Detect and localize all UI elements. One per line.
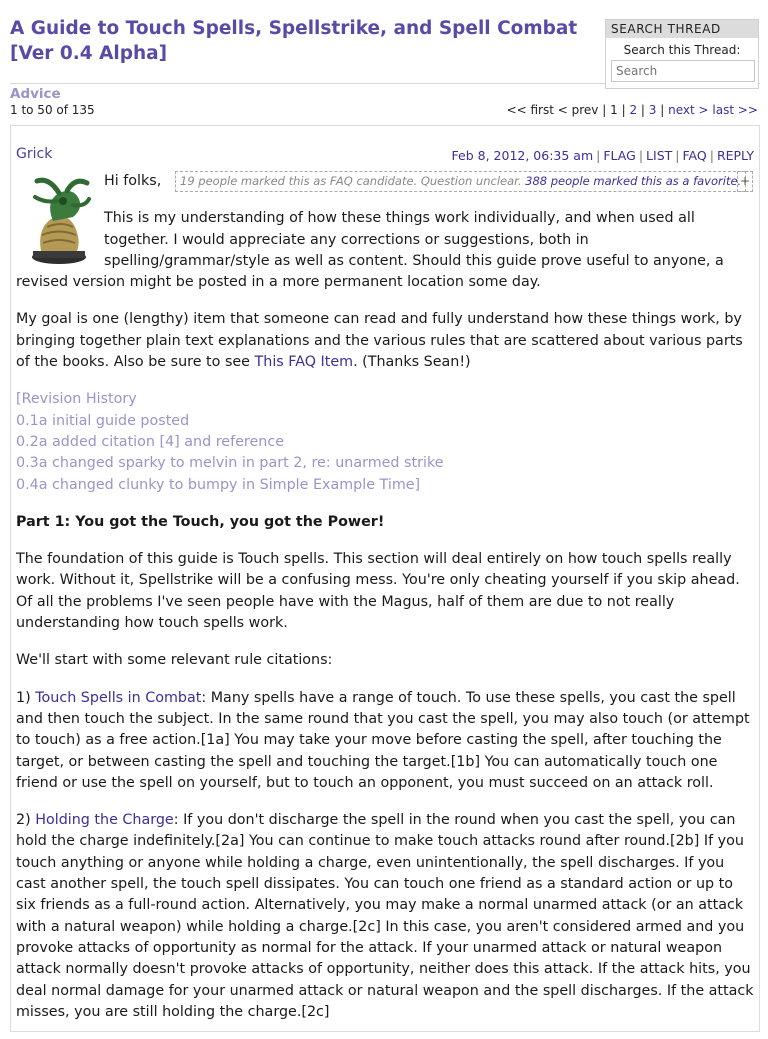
- faq-item-link[interactable]: This FAQ Item: [254, 354, 354, 371]
- meta-separator: |: [638, 148, 644, 163]
- revision-history: [16, 389, 754, 495]
- pager-last[interactable]: last >>: [712, 103, 758, 117]
- meta-separator: |: [596, 148, 601, 163]
- goal-text: My goal is one (lengthy) item that someone can read and fully understand how these things work, by bringing together plain text explanations and the various rules that are scattered about various parts of the books. Also be sure to see: [16, 311, 743, 371]
- favorite-count-link[interactable]: 388 people marked this as a favorite.: [525, 174, 742, 188]
- post-author[interactable]: Grick: [16, 146, 53, 162]
- post-goal: [16, 309, 754, 373]
- pager-prev: < prev: [557, 103, 599, 117]
- meta-separator: |: [709, 148, 714, 163]
- flag-link[interactable]: FLAG: [603, 148, 636, 163]
- result-range: 1 to 50 of 135: [10, 103, 95, 117]
- post-date-link[interactable]: Feb 8, 2012, 06:35 am: [451, 148, 594, 163]
- citation-1: [16, 688, 754, 794]
- revision-line: 0.1a initial guide posted: [16, 412, 190, 429]
- citation-text: : If you don't discharge the spell in the round when you cast the spell, you can hold the charge indefinitely.[2a] You can continue to make touch attacks round after round.[2b] If you touch anything or anyone while holding a charge, even unintentionally, the spell discharges. If you cast another spell, the touch spell dissipates. You can touch one friend as a standard action or up to six friends as a full-round action. Alternatively, you may make a normal unarmed attack (or an attack with a natural weapon) while holding a charge.[2c] In this case, you aren't considered armed and you provoke attacks of opportunity as normal for the attack. If your unarmed attack or natural weapon attack normally doesn't provoke attacks of opportunity, neither does this attack. If the attack hits, you deal normal damage for your unarmed attack or natural weapon and the spell discharges. If the attack misses, you are still holding the charge.[2c]: [16, 812, 754, 1020]
- pager-separator: |: [660, 103, 665, 117]
- faq-link[interactable]: FAQ: [682, 148, 707, 163]
- goal-thanks: . (Thanks Sean!): [353, 354, 471, 371]
- pagination: [507, 103, 758, 117]
- list-link[interactable]: LIST: [646, 148, 673, 163]
- citation-text: : Many spells have a range of touch. To use these spells, you cast the spell and then touch the subject. In the same round that you cast the spell, you may also touch (or attempt to touch) as a free action.[1a] You may take your move before casting the spell, after touching the target, or between casting the spell and touching the target.[1b] You can automatically touch one friend or use the spell on yourself, but to touch an opponent, you must succeed on an attack roll.: [16, 689, 750, 791]
- thread-title: A Guide to Touch Spells, Spellstrike, and Spell Combat [Ver 0.4 Alpha]: [10, 18, 578, 64]
- citations-intro: We'll start with some relevant rule citations:: [16, 652, 333, 669]
- reply-link[interactable]: REPLY: [716, 148, 754, 163]
- revision-line: [Revision History: [16, 391, 137, 408]
- pager-separator: |: [602, 103, 607, 117]
- citation-number: 1): [16, 689, 36, 706]
- meta-separator: |: [675, 148, 680, 163]
- search-thread-header: SEARCH THREAD: [606, 20, 758, 38]
- post-intro: This is my understanding of how these things work individually, and when used all together. I would appreciate any corrections or suggestions, both in spelling/grammar/style as well as content. Should this guide prove useful to anyone, a revised version might be posted in a more permanent location some day.: [16, 210, 724, 291]
- pager-next[interactable]: next >: [668, 103, 709, 117]
- part1-heading: Part 1: You got the Touch, you got the Power!: [16, 513, 385, 530]
- foundation-paragraph: The foundation of this guide is Touch spells. This section will deal entirely on how touch spells really work. Without it, Spellstrike will be a confusing mess. You're only cheating yourself if you skip ahead. Of all the problems I've seen people have with the Magus, half of them are due to not really understanding how touch spells work.: [16, 551, 740, 632]
- citation-2: [16, 810, 754, 1023]
- touch-spells-in-combat-link[interactable]: Touch Spells in Combat: [35, 689, 202, 706]
- breadcrumb-advice[interactable]: Advice: [10, 86, 61, 102]
- revision-line: 0.2a added citation [4] and reference: [16, 433, 285, 450]
- search-thread-panel: [605, 19, 759, 89]
- pager-separator: |: [621, 103, 626, 117]
- search-thread-label: Search this Thread:: [623, 43, 741, 57]
- forum-post: [10, 125, 760, 1032]
- pager-page-3[interactable]: 3: [648, 103, 657, 117]
- revision-line: 0.4a changed clunky to bumpy in Simple Example Time]: [16, 476, 421, 493]
- faq-expand-button[interactable]: +: [737, 171, 753, 192]
- post-body: [16, 171, 754, 1039]
- holding-the-charge-link[interactable]: Holding the Charge: [35, 812, 174, 829]
- faq-notice-text: 19 people marked this as FAQ candidate. Question unclear.: [180, 174, 522, 188]
- citation-number: 2): [16, 812, 36, 829]
- pager-separator: |: [640, 103, 645, 117]
- pager-current: 1: [610, 103, 618, 117]
- pager-first: << first: [506, 103, 554, 117]
- post-meta: [452, 148, 754, 163]
- post-greeting: Hi folks,: [104, 173, 162, 189]
- revision-line: 0.3a changed sparky to melvin in part 2, re: unarmed strike: [16, 455, 444, 472]
- search-input[interactable]: [611, 60, 755, 82]
- pager-page-2[interactable]: 2: [629, 103, 638, 117]
- avatar-spacer: [16, 171, 104, 266]
